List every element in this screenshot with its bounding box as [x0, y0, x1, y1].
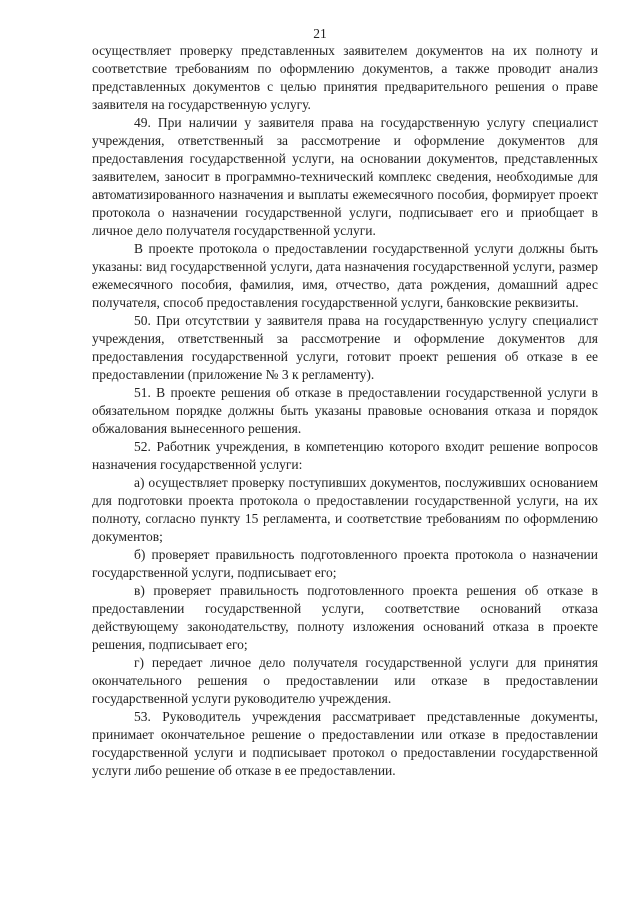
paragraph-52-a: а) осуществляет проверку поступивших документов, послуживших основанием для подготовки проекта протокола о предоставлении государственной услуги, на их полноту, согласно пункту 15 регламента, и соответствие требованиям по оформлению документов;: [92, 475, 598, 544]
paragraph-50: 50. При отсутствии у заявителя права на государственную услугу специалист учреждения, ответственный за рассмотрение и оформление документов для предоставления государственной услуги, готовит проект решения об отказе в ее предоставлении (приложение № 3 к регламенту).: [92, 313, 598, 382]
paragraph-49: 49. При наличии у заявителя права на государственную услугу специалист учреждения, ответственный за рассмотрение и оформление документов для предоставления государственной услуги, на основании документов, представленных заявителем, заносит в программно-технический комплекс сведения, необходимые для автоматизированного назначения и выплаты ежемесячного пособия, формирует проект протокола о назначении государственной услуги, подписывает его и приобщает в личное дело получателя государственной услуги.: [92, 115, 598, 238]
paragraph-52: 52. Работник учреждения, в компетенцию которого входит решение вопросов назначения государственной услуги:: [92, 439, 598, 472]
paragraph-53: 53. Руководитель учреждения рассматривает представленные документы, принимает окончательное решение о предоставлении или отказе в предоставлении государственной услуги и подписывает протокол о предоставлении государственной услуги либо решение об отказе в ее предоставлении.: [92, 709, 598, 778]
paragraph-52-b: б) проверяет правильность подготовленного проекта протокола о назначении государственной услуги, подписывает его;: [92, 547, 598, 580]
paragraph-protocol-fields: В проекте протокола о предоставлении государственной услуги должны быть указаны: вид государственной услуги, дата назначения государственной услуги, размер ежемесячного пособия, фамилия, имя, отчество, дата рождения, домашний адрес получателя, способ предоставления государственной услуги, банковские реквизиты.: [92, 241, 598, 310]
paragraph-52-v: в) проверяет правильность подготовленного проекта решения об отказе в предоставлении государственной услуги, соответствие оснований отказа действующему законодательству, полноту изложения оснований отказа в проекте решения, подписывает его;: [92, 583, 598, 652]
page-number: 21: [313, 26, 327, 41]
paragraph-51: 51. В проекте решения об отказе в предоставлении государственной услуги в обязательном порядке должны быть указаны правовые основания отказа и порядок обжалования вынесенного решения.: [92, 385, 598, 436]
document-body: [92, 42, 598, 780]
paragraph-52-g: г) передает личное дело получателя государственной услуги для принятия окончательного решения о предоставлении или отказе в предоставлении государственной услуги руководителю учреждения.: [92, 655, 598, 706]
paragraph-continuation: осуществляет проверку представленных заявителем документов на их полноту и соответствие требованиям по оформлению документов, а также проводит анализ представленных документов с целью принятия предварительного решения о праве заявителя на государственную услугу.: [92, 43, 598, 112]
